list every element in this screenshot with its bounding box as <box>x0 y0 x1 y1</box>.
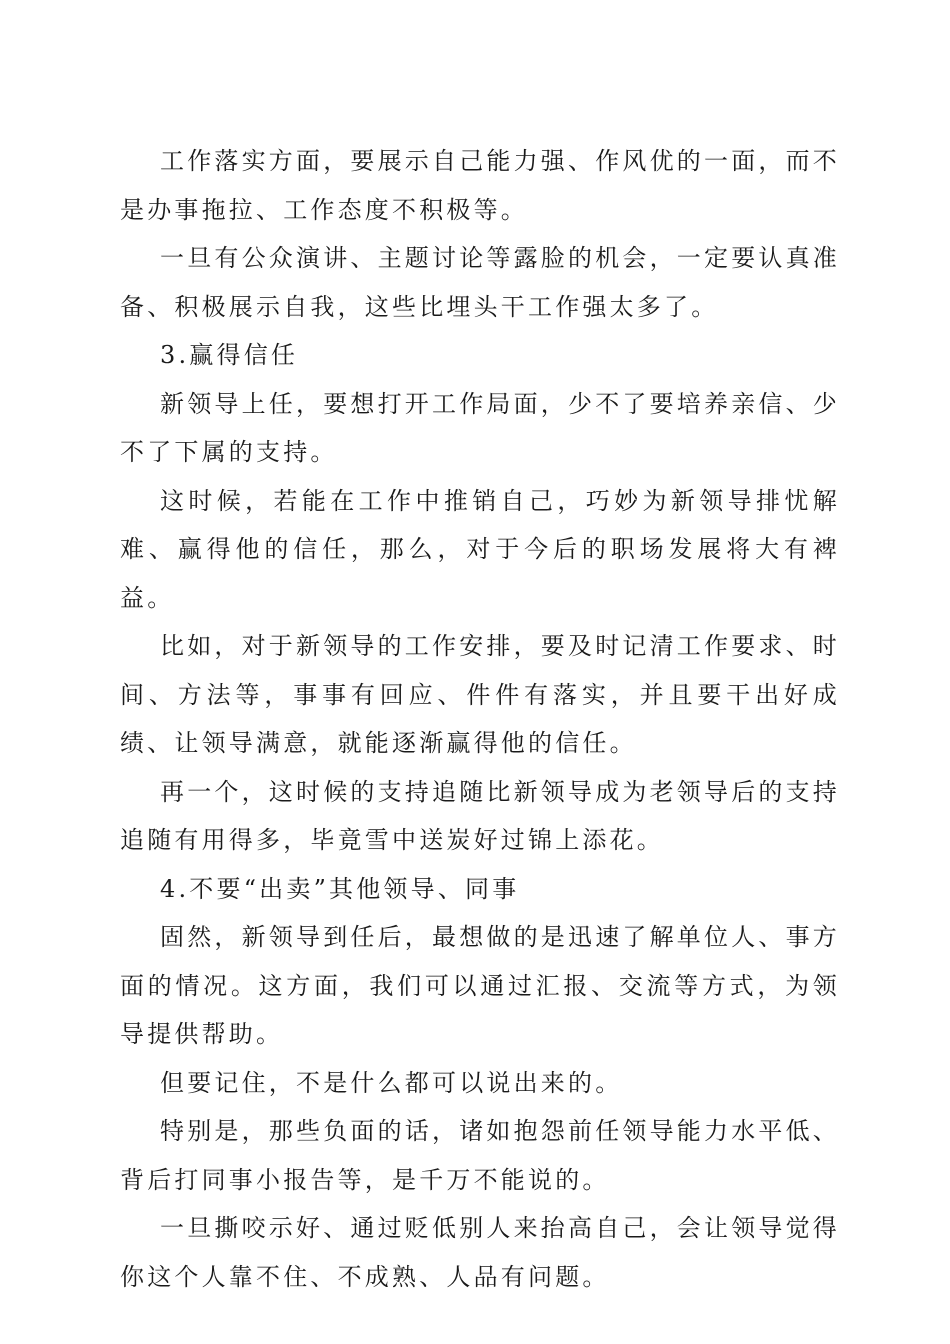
paragraph-new-leader: 新领导上任，要想打开工作局面，少不了要培养亲信、少不了下属的支持。 <box>120 389 840 466</box>
section-heading-do-not-betray: 4.不要“出卖”其他领导、同事 <box>160 874 520 903</box>
paragraph-remember: 但要记住，不是什么都可以说出来的。 <box>160 1068 623 1097</box>
paragraph-promote-yourself: 这时候，若能在工作中推销自己，巧妙为新领导排忧解难、赢得他的信任，那么，对于今后的职场发展将大有裨益。 <box>120 486 840 612</box>
paragraph-understand-unit: 固然，新领导到任后，最想做的是迅速了解单位人、事方面的情况。这方面，我们可以通过汇报、交流等方式，为领导提供帮助。 <box>120 923 840 1048</box>
paragraph-support-follow: 再一个，这时候的支持追随比新领导成为老领导后的支持追随有用得多，毕竟雪中送炭好过锦上添花。 <box>120 777 840 854</box>
paragraph-negative-words: 特别是，那些负面的话，诸如抱怨前任领导能力水平低、背后打同事小报告等，是千万不能说的。 <box>120 1117 840 1194</box>
paragraph-consequence: 一旦撕咬示好、通过贬低别人来抬高自己，会让领导觉得你这个人靠不住、不成熟、人品有问题。 <box>120 1214 840 1291</box>
paragraph-public-speaking: 一旦有公众演讲、主题讨论等露脸的机会，一定要认真准备、积极展示自我，这些比埋头干工作强太多了。 <box>120 244 840 321</box>
section-heading-win-trust: 3.赢得信任 <box>160 341 299 369</box>
document-body <box>120 137 840 1301</box>
paragraph-example-arrangement: 比如，对于新领导的工作安排，要及时记清工作要求、时间、方法等，事事有回应、件件有落实，并且要干出好成绩、让领导满意，就能逐渐赢得他的信任。 <box>120 632 840 757</box>
paragraph-work-implementation: 工作落实方面，要展示自己能力强、作风优的一面，而不是办事拖拉、工作态度不积极等。 <box>120 147 840 224</box>
